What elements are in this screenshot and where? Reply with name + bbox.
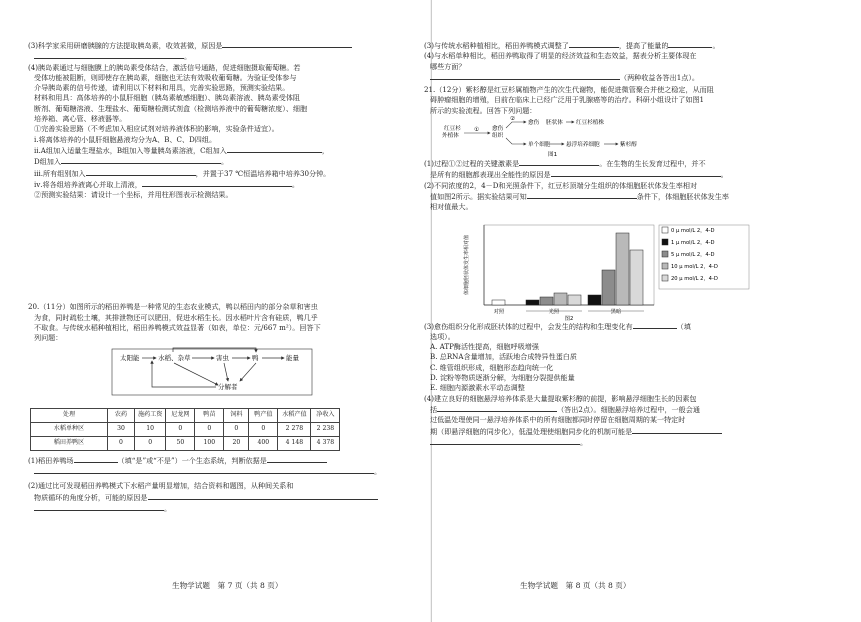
q21-2-stem: 条件下，体细胞胚状体发生率 <box>636 191 729 201</box>
q21-4-stem: (4)建立良好的细胞悬浮培养体系是大量提取紫杉醇的前提，影响悬浮细胞生长的因素包 <box>424 393 697 403</box>
q21-stem: 碍肿瘤细胞的增殖，目前在临床上已经广泛用于乳腺癌等的治疗。科研小组设计了如图1 <box>430 95 705 105</box>
table-cell: 2 278 <box>278 422 311 436</box>
q19-step-iii <box>28 168 408 179</box>
q21-2-stem: 值如图2所示。据实验结果可知 <box>430 191 527 201</box>
q20-4-stem: (4)与水稻单种相比，稻田养鸭取得了明显的经济效益和生态效益，据表分析主要体现在 <box>424 51 697 61</box>
q19-materials: 断剂、葡萄糖溶液、生理盐水、葡萄糖检测试剂盒（检测培养液中的葡萄糖浓度）、细胞 <box>34 103 308 113</box>
table-header: 处理 <box>31 408 108 422</box>
energy-label: 能量 <box>286 353 299 362</box>
q19-3-line2: 。 <box>28 51 408 62</box>
table-cell: 水稻单种区 <box>31 422 108 436</box>
fig1-step: ① <box>474 127 480 134</box>
duck-label: 鸭 <box>252 353 259 362</box>
table-header: 净收入 <box>311 408 340 422</box>
q20-1-stem: (1)稻田养鸭场 <box>28 455 74 465</box>
legend-entry: 5 μ mol/L 2，4-D <box>671 251 715 258</box>
q20-4-note: （两种收益各答出1点）。 <box>620 72 699 82</box>
q21-option-c: C. 维管组织形成，细胞形态趋向统一化 <box>430 362 554 372</box>
table-row <box>31 436 340 450</box>
table-header: 鸭苗 <box>195 408 224 422</box>
fig1-node: 悬浮培养细胞 <box>566 142 600 149</box>
q21-4-stem: 过低温处理使同一悬浮培养体系中的所有细胞都同时停留在细胞周期的某一特定时 <box>430 415 686 425</box>
figure-2-bar-chart <box>424 213 816 321</box>
fig1-step: ② <box>510 116 516 123</box>
bar <box>554 293 567 305</box>
table-cell: 4 148 <box>278 436 311 450</box>
x-tick-label: 黑暗 <box>610 308 622 315</box>
table-cell: 50 <box>166 436 195 450</box>
q19-step-1: ①完善实验思路（不考虑加入相应试剂对培养液体积的影响，实验条件适宜）。 <box>34 124 279 134</box>
q21-4-stem: 括 <box>430 404 438 414</box>
step-text: ⅲ.所有组别加入 <box>34 168 86 178</box>
answer-blank <box>569 40 619 48</box>
answer-blank <box>527 191 637 199</box>
answer-blank <box>632 426 722 434</box>
fig1-node: 红豆杉植株 <box>576 120 604 127</box>
q20-2-line3: 。 <box>28 503 408 514</box>
bar <box>616 233 629 305</box>
q21-option-b: B. 总RNA含量增加，活跃地合成特异性蛋白质 <box>430 352 577 362</box>
q21-1-stem: 是所有的细胞都表现出全能性的原因是 <box>430 170 551 180</box>
q19-step-ii: ⅱ.A组加入适量生理盐水，B组加入等量胰岛素溶液，C组加入 ， <box>34 145 329 155</box>
answer-blank <box>142 179 292 187</box>
q21-4-line4 <box>424 426 816 437</box>
answer-blank <box>61 156 221 164</box>
table-cell: 20 <box>224 436 249 450</box>
table-cell: 稻田养鸭区 <box>31 436 108 450</box>
right-column <box>424 40 816 448</box>
q20-1-line2: 。 <box>28 466 408 477</box>
q20-stem: 为食，同时疏松土壤，其排泄物还可以肥田，促进水稻生长。因水稻叶片含有硅质，鸭几乎 <box>34 312 318 322</box>
q19-4-text: 受体功能被阻断，则即使存在胰岛素，细胞也无法有效吸收葡萄糖。为验证受体参与 <box>34 72 297 82</box>
answer-blank <box>74 455 118 463</box>
bar <box>568 295 581 305</box>
answer-blank <box>430 72 620 80</box>
q20-2-stem: 物质循环的角度分析，可能的原因是 <box>34 492 148 502</box>
table-cell: 0 <box>108 436 135 450</box>
decomposer-label: 分解者 <box>218 382 238 391</box>
answer-blank <box>148 492 378 500</box>
q21-stem: 21.（12分）紫杉醇是红豆杉属植物产生的次生代谢物，能促进微管聚合并使之稳定，从而阻 <box>424 85 714 95</box>
bar <box>630 250 643 305</box>
fig1-source: 外植体 <box>442 133 459 140</box>
figure-1-flowchart <box>424 116 816 158</box>
q21-option-e: E. 细胞内源激素水平动态调整 <box>430 383 525 393</box>
legend-entry: 10 μ mol/L 2，4-D <box>671 263 718 270</box>
q19-predict: ②预测实验结果：请设计一个坐标，并用柱形图表示检测结果。 <box>34 190 233 200</box>
q20-3-stem: (3)与传统水稻种植相比，稻田养鸭模式调整了 <box>424 41 569 50</box>
legend-swatch <box>662 227 668 233</box>
fig1-node: 紫杉醇 <box>620 142 637 149</box>
fig1-node: 单个细胞 <box>528 142 551 149</box>
legend-swatch <box>662 275 668 281</box>
x-tick-label: 对照 <box>493 308 505 315</box>
q20-3-stem: ，提高了能量的 <box>618 41 669 50</box>
q21-option-d: D. 淀粉等物质逐渐分解，为细胞分裂提供能量 <box>430 373 575 383</box>
fig2-caption: 图2 <box>564 315 574 321</box>
q21-3-stem: (3)愈伤组织分化形成胚状体的过程中，会发生的结构和生理变化有 <box>424 321 633 331</box>
q21-1-line2: 是所有的细胞都表现出全能性的原因是 。 <box>430 170 728 180</box>
legend-swatch <box>662 263 668 269</box>
table-cell: 100 <box>195 436 224 450</box>
q20-stem: 不取食。与传统水稻种植相比，稻田养鸭模式效益显著（如表，单位：元/667 m²）。回答下 <box>34 323 321 333</box>
legend-entry: 20 μ mol/L 2，4-D <box>671 275 718 282</box>
q21-3-stem: 选项）。 <box>430 331 455 341</box>
answer-blank <box>222 40 352 48</box>
table-cell: 0 <box>249 422 278 436</box>
q21-2-stem: 相对值最大。 <box>430 202 473 212</box>
legend-swatch <box>662 251 668 257</box>
table-cell: 0 <box>135 436 166 450</box>
table-header: 饲料 <box>224 408 249 422</box>
answer-blank <box>34 503 164 511</box>
food-web-diagram <box>28 347 408 405</box>
q19-step-i: ⅰ.将离体培养的小鼠肝细胞悬液均分为A、B、C、D四组。 <box>34 134 217 144</box>
fig1-embryoid: 胚状体 <box>546 120 563 127</box>
step-text: ⅳ.将各组培养液离心并取上清液， <box>34 179 142 189</box>
q19-step-ii-d: D组加入 。 <box>34 157 229 167</box>
answer-blank <box>668 40 712 48</box>
q21-stem: 所示的实验流程。回答下列问题： <box>430 105 537 115</box>
legend-entry: 0 μ mol/L 2，4-D <box>671 227 715 234</box>
x-tick-label: 光照 <box>548 308 560 315</box>
step-text: D组加入 <box>34 157 61 167</box>
legend-entry: 1 μ mol/L 2，4-D <box>671 239 715 246</box>
answer-blank <box>551 169 721 177</box>
table-cell: 10 <box>135 422 166 436</box>
answer-blank <box>34 466 374 474</box>
table-row <box>31 422 340 436</box>
q21-4-stem: （答出2点）。细胞悬浮培养过程中，一般会通 <box>557 404 700 414</box>
legend-swatch <box>662 239 668 245</box>
q20-1-text <box>28 455 408 466</box>
bar <box>602 270 615 305</box>
answer-blank <box>227 145 322 153</box>
fig1-node: 愈伤 <box>492 126 504 133</box>
q19-4-text: (4)胰岛素通过与细胞膜上的胰岛素受体结合，激活信号通路，促进细胞摄取葡萄糖。若 <box>28 62 301 72</box>
q21-3-stem: （填 <box>676 321 691 331</box>
q21-2-line2 <box>424 191 816 202</box>
page-footer-left: 生物学试题 第 7 页（共 8 页） <box>172 581 283 590</box>
q19-3-text <box>28 40 408 51</box>
table-cell: 0 <box>166 422 195 436</box>
q20-stem: 20.（11分）如图所示的稻田养鸭是一种常见的生态农业模式，鸭以稻田内的部分杂草和害虫 <box>28 302 318 312</box>
fig1-source: 红豆杉 <box>444 126 461 133</box>
table-cell: 4 378 <box>311 436 340 450</box>
q21-1-stem: (1)过程①②过程的关键激素是 <box>424 159 520 169</box>
q19-materials: 培养箱、离心管、移液器等。 <box>34 114 127 124</box>
q19-step-iv: ⅳ.将各组培养液离心并取上清液， 。 <box>34 179 299 189</box>
table-header: 鸭产值 <box>249 408 278 422</box>
rice-label: 水稻、杂草 <box>158 353 191 362</box>
table-cell: 400 <box>249 436 278 450</box>
step-text: ，并置于37 ℃恒温培养箱中培养30分钟。 <box>195 168 331 178</box>
y-axis-label: 体细胞胚状体发生率相对值 <box>464 234 470 295</box>
q21-4-line5: 。 <box>424 437 816 448</box>
q21-3-text <box>424 321 816 332</box>
table-header: 水稻产值 <box>278 408 311 422</box>
q20-stem: 列问题： <box>34 333 63 343</box>
q20-2-stem: (2)通过比可发现稻田养鸭模式下水稻产量明显增加，结合资料和题图，从种间关系和 <box>28 481 294 491</box>
benefit-table <box>30 408 340 451</box>
answer-blank <box>430 437 580 445</box>
q20-1-stem: （填“是”或“不是”）一个生态系统，判断依据是 <box>117 455 267 465</box>
step-text: ⅱ.A组加入适量生理盐水，B组加入等量胰岛素溶液，C组加入 <box>34 145 227 155</box>
fig1-node: 愈伤 <box>528 120 540 127</box>
table-header: 尼龙网 <box>166 408 195 422</box>
q21-2-stem: (2)不同浓度的2，4－D和光照条件下，红豆杉顶端分生组织的体细胞胚状体发生率相对 <box>424 180 698 190</box>
bar <box>540 297 553 305</box>
table-cell: 0 <box>195 422 224 436</box>
q19-materials: 材料和用具：高体培养的小鼠肝细胞（胰岛素敏感细胞）、胰岛素溶液、胰岛素受体阻 <box>34 93 301 103</box>
table-cell: 30 <box>108 422 135 436</box>
q21-4-line2 <box>424 404 816 415</box>
table-header: 施药工资 <box>135 408 166 422</box>
left-column <box>28 40 408 514</box>
q19-4-text: 介导胰岛素的信号传递，请利用以下材料和用具，完善实验思路，预测实验结果。 <box>34 83 290 93</box>
q21-option-a: A. ATP酶活性提高，细胞呼吸增强 <box>430 342 539 352</box>
page-footer-right: 生物学试题 第 8 页（共 8 页） <box>520 581 631 590</box>
table-header-row <box>31 408 340 422</box>
answer-space <box>28 200 408 302</box>
answer-blank <box>267 455 327 463</box>
bar <box>526 300 539 305</box>
q21-4-stem: 期（即悬浮细胞的同步化），低温处理使细胞同步化的机制可能是 <box>430 426 633 436</box>
table-cell: 2 238 <box>311 422 340 436</box>
answer-blank <box>34 51 184 59</box>
q21-1-stem: 。在生物的生长发育过程中，并不 <box>599 159 706 169</box>
bar <box>492 300 505 305</box>
q20-2-line2 <box>28 492 408 503</box>
bar <box>588 295 601 305</box>
fig1-node: 组织 <box>492 133 504 140</box>
q21-1-text <box>424 158 816 169</box>
q20-4-line <box>424 72 816 83</box>
q20-3-text: (3)与传统水稻种植相比，稻田养鸭模式调整了 ，提高了能量的 。 <box>424 41 720 50</box>
answer-blank <box>437 404 557 412</box>
q20-4-stem: 哪些方面？ <box>430 61 466 71</box>
answer-blank <box>633 321 677 329</box>
table-cell: 0 <box>224 422 249 436</box>
pest-label: 害虫 <box>216 353 229 362</box>
q19-3-stem: (3)科学家采用研磨胰腺的方法提取胰岛素，收效甚微，原因是 <box>28 41 223 50</box>
answer-blank <box>519 158 599 166</box>
table-header: 农药 <box>108 408 135 422</box>
answer-blank <box>86 168 196 176</box>
sun-label: 太阳能 <box>120 353 140 362</box>
fig1-caption: 图1 <box>548 152 558 159</box>
